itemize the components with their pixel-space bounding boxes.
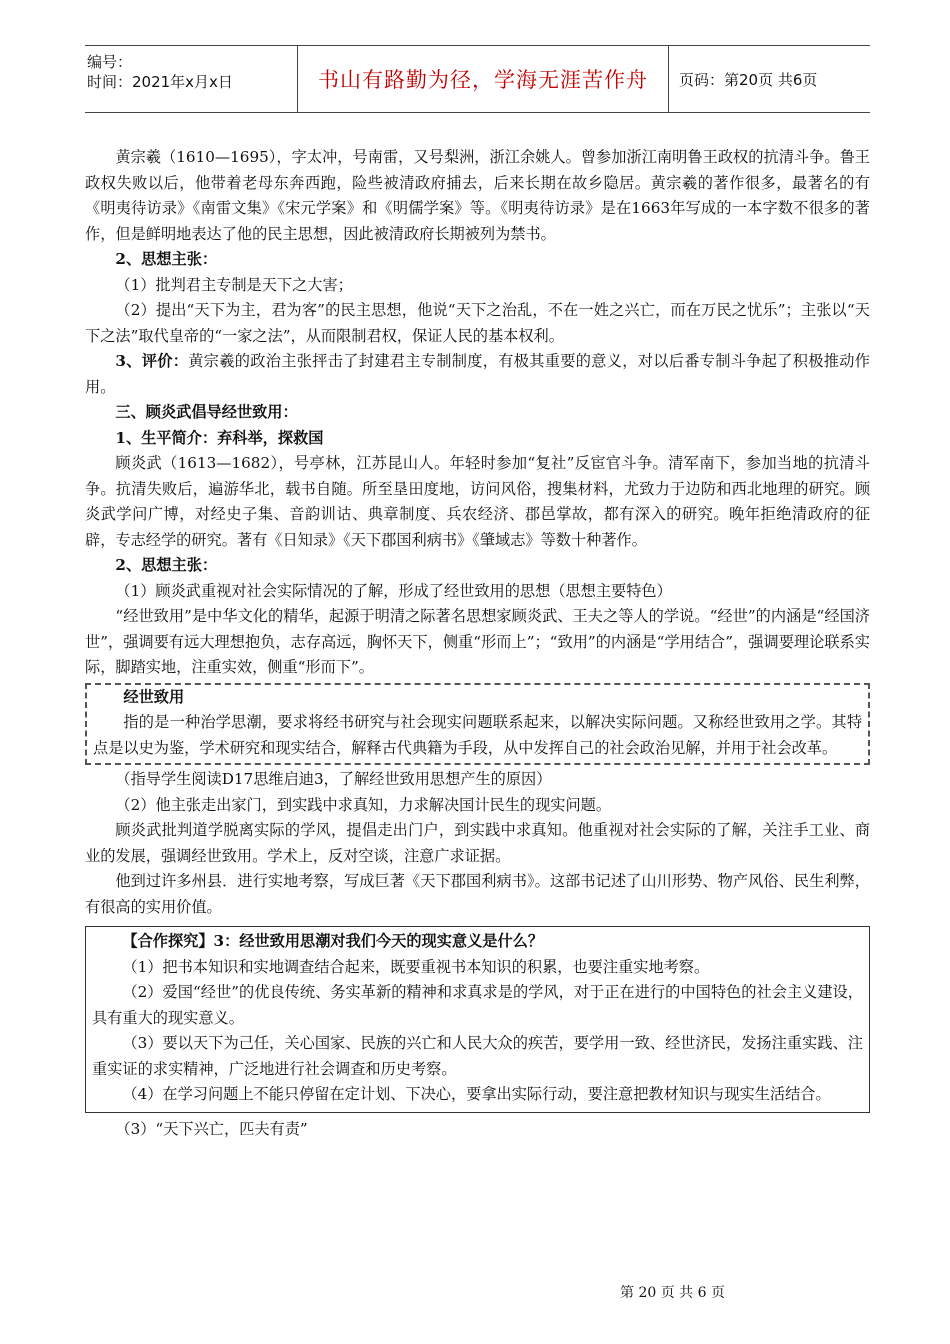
inquiry-answer-3: （3）要以天下为己任，关心国家、民族的兴亡和人民大众的疾苦，要学用一致、经世济民，发扬注重实践、注重实证的求实精神，广泛地进行社会调查和历史考察。 (92, 1034, 863, 1078)
paragraph-huang-bio: 黄宗羲（1610—1695），字太冲，号南雷，又号梨洲，浙江余姚人。曾参加浙江南明鲁王政权的抗清斗争。鲁王政权失败以后，他带着老母东奔西跑，险些被清政府捕去，后来长期在故乡隐居。黄宗羲的著作很多，最著名的有《明夷待访录》《南雷文集》《宋元学案》和《明儒学案》等。《明夷待访录》是在1663年写成的一本字数不很多的著作，但是鲜明地表达了他的民主思想，因此被清政府长期被列为禁书。 (85, 148, 870, 243)
inquiry-answer-2: （2）爱国“经世”的优良传统、务实革新的精神和求真求是的学风，对于正在进行的中国特色的社会主义建设，具有重大的现实意义。 (92, 983, 863, 1027)
evaluation-label: 3、评价： (115, 352, 189, 370)
thought-2-item-2: （2）他主张走出家门，到实践中求真知，力求解决国计民生的现实问题。 (115, 795, 612, 814)
heading-thought-2: 2、思想主张： (115, 556, 218, 574)
definition-box (85, 683, 870, 766)
evaluation-text: 黄宗羲的政治主张抨击了封建君主专制制度，有极其重要的意义，对以后番专制斗争起了积极推动作用。 (85, 352, 870, 396)
inquiry-answer-1: （1）把书本知识和实地调查结合起来，既要重视书本知识的积累，也要注重实地考察。 (122, 957, 710, 976)
document-body (85, 145, 870, 1142)
page-footer: 第 20 页 共 6 页 (620, 1285, 725, 1301)
header-meta (85, 46, 297, 112)
paragraph-gu-travel: 他到过许多州县．进行实地考察，写成巨著《天下郡国利病书》。这部书记述了山川形势、物产风俗、民生利弊，有很高的实用价值。 (85, 872, 870, 916)
doc-time-label: 时间：2021年x月x日 (87, 73, 233, 91)
cooperative-inquiry-box (85, 926, 870, 1113)
heading-gu-bio: 1、生平简介：弃科举，探救国 (115, 428, 324, 447)
thought-2-item-3: （3）“天下兴亡，匹夫有责” (115, 1119, 308, 1138)
paragraph-gu-bio: 顾炎武（1613—1682），号亭林，江苏昆山人。年轻时参加“复社”反宦官斗争。清军南下，参加当地的抗清斗争。抗清失败后，遍游华北，载书自随。所至垦田度地，访问风俗，搜集材料，尤致力于边防和西北地理的研究。顾炎武学问广博，对经史子集、音韵训诂、典章制度、兵农经济、郡邑掌故，都有深入的研究。晚年拒绝清政府的征辟，专志经学的研究。著有《日知录》《天下郡国利病书》《肇域志》等数十种著作。 (85, 454, 870, 549)
page-header (85, 45, 870, 113)
thought-1-item-2: （2）提出“天下为主，君为客”的民主思想，他说“天下之治乱，不在一姓之兴亡，而在万民之忧乐”；主张以“天下之法”取代皇帝的“一家之法”，从而限制君权，保证人民的基本权利。 (85, 301, 870, 345)
heading-section-3: 三、顾炎武倡导经世致用： (115, 403, 298, 421)
thought-1-item-1: （1）批判君主专制是天下之大害； (115, 275, 353, 294)
header-motto: 书山有路勤为径，学海无涯苦作舟 (297, 46, 669, 112)
inquiry-answer-4: （4）在学习问题上不能只停留在定计划、下决心，要拿出实际行动，要注意把教材知识与现实生活结合。 (122, 1085, 831, 1103)
paragraph-gu-learning: 顾炎武批判道学脱离实际的学风，提倡走出门户，到实践中求真知。他重视对社会实际的了解，关注手工业、商业的发展，强调经世致用。学术上，反对空谈，注意广求证据。 (85, 821, 870, 865)
doc-number-label: 编号： (87, 53, 133, 71)
heading-thought-1: 2、思想主张： (115, 250, 218, 268)
thought-2-item-1: （1）顾炎武重视对社会实际情况的了解，形成了经世致用的思想（思想主要特色） (115, 581, 672, 600)
reading-guide: （指导学生阅读D17思维启迪3，了解经世致用思想产生的原因） (115, 770, 552, 788)
evaluation-paragraph (85, 349, 870, 400)
inquiry-question: 【合作探究】3：经世致用思潮对我们今天的现实意义是什么？ (122, 932, 544, 950)
thought-2-explanation: “经世致用”是中华文化的精华，起源于明清之际著名思想家顾炎武、王夫之等人的学说。“经世”的内涵是“经国济世”，强调要有远大理想抱负，志存高远，胸怀天下，侧重“形而上”；“致用”的内涵是“学用结合”，强调要理论联系实际，脚踏实地，注重实效，侧重“形而下”。 (85, 607, 870, 676)
definition-title: 经世致用 (123, 687, 185, 706)
definition-text: 指的是一种治学思潮，要求将经书研究与社会现实问题联系起来，以解决实际问题。又称经世致用之学。其特点是以史为鉴，学术研究和现实结合，解释古代典籍为手段，从中发挥自己的社会政治见解，并用于社会改革。 (93, 713, 862, 757)
header-page-info: 页码：第20页 共6页 (679, 70, 818, 89)
